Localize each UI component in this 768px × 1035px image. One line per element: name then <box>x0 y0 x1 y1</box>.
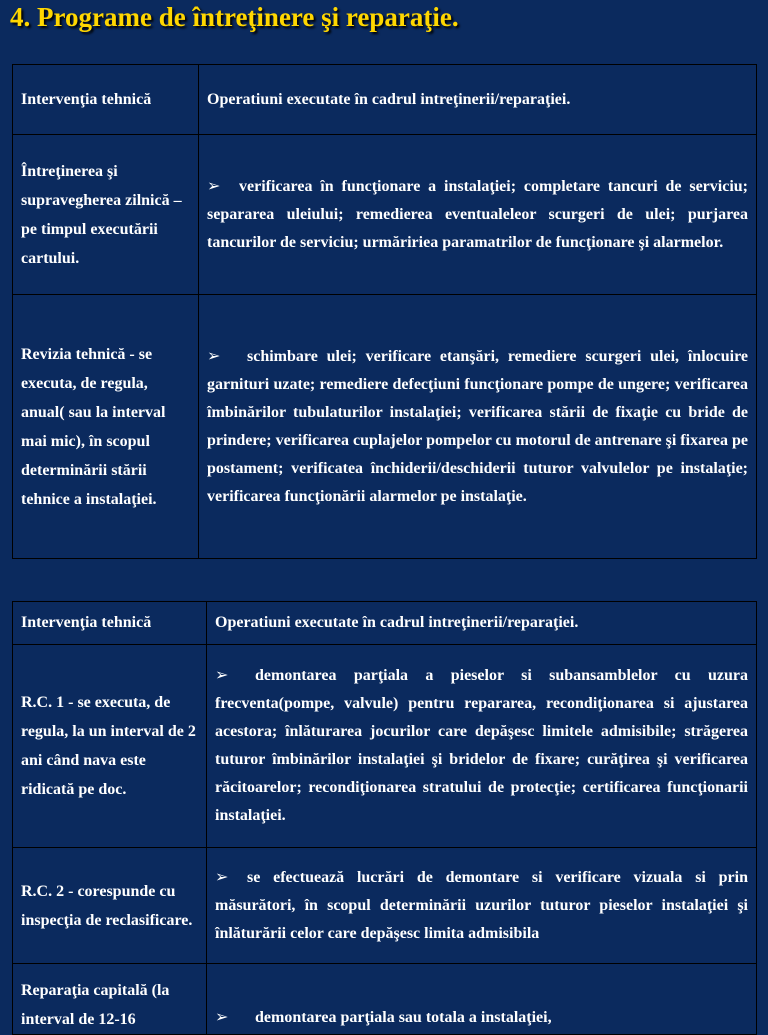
table-header-row <box>13 65 757 135</box>
header-left: Intervenţia tehnică <box>13 602 207 645</box>
row-right-cell <box>207 848 757 964</box>
row-right-text: schimbare ulei; verificare etanşări, remediere scurgeri ulei, înlocuire garnituri uzate; remediere defecţiuni funcţionare pompe de ungere; verificarea îmbinărilor tubulaturilor instalaţiei; verificarea stării de fixaţie cu bride de prindere; verificarea cuplajelor pompelor cu motorul de antrenare şi fixarea pe postament; verificatea închiderii/deschiderii tuturor valvulelor pe instalaţie; verificarea funcţionării alarmelor pe instalaţie. <box>207 347 748 505</box>
row-right-text: demontarea parţiala a pieselor si subansamblelor cu uzura frecventa(pompe, valvule) pentru repararea, recondiţionarea si ajustarea acestora; înlăturarea jocurilor care depăşesc limitele admisibile; străgerea tuturor îmbinărilor instalaţiei şi bridelor de fixare; curăţirea şi verificarea răcitoarelor; recondiţionarea stratului de protecţie; certificarea funcţionarii instalaţiei. <box>215 667 748 824</box>
row-right-text: verificarea în funcţionare a instalaţiei; completare tancuri de serviciu; separarea uleiului; remedierea eventualeleor scurgeri de ulei; purjarea tancurilor de serviciu; urmăririea paramatrilor de funcţionare şi alarmelor. <box>207 177 748 251</box>
table-row <box>13 135 757 295</box>
row-right-text: se efectuează lucrări de demontare si verificare vizuala si prin măsurători, în scopul determinării uzurilor tuturor pieselor instalaţiei şi înlăturării celor care depăşesc limita admisibila <box>215 868 748 942</box>
row-right-cell <box>199 135 757 295</box>
header-left: Intervenţia tehnică <box>13 65 199 135</box>
row-left-cell: R.C. 1 - se executa, de regula, la un interval de 2 ani când nava este ridicată pe doc. <box>13 645 207 848</box>
header-right: Operatiuni executate în cadrul intreţinerii/reparaţiei. <box>207 602 757 645</box>
arrow-bullet-icon: ➢ <box>215 667 229 684</box>
maintenance-table-1 <box>12 64 757 559</box>
maintenance-table-2 <box>12 601 757 1035</box>
table-row <box>13 295 757 559</box>
table-row <box>13 848 757 964</box>
arrow-bullet-icon: ➢ <box>207 347 221 365</box>
row-left-cell: Reparaţia capitală (la interval de 12-16 <box>13 964 207 1035</box>
row-right-text: demontarea parţiala sau totala a instalaţiei, <box>255 1009 552 1026</box>
row-left-cell: Întreţinerea şi supravegherea zilnică – pe timpul executării cartului. <box>13 135 199 295</box>
arrow-bullet-icon: ➢ <box>215 868 229 886</box>
row-right-cell <box>207 645 757 848</box>
arrow-bullet-icon: ➢ <box>215 1009 229 1026</box>
table-header-row <box>13 602 757 645</box>
page-title: 4. Programe de întreţinere şi reparaţie. <box>10 2 459 32</box>
arrow-bullet-icon: ➢ <box>207 177 221 195</box>
header-right: Operatiuni executate în cadrul intreţinerii/reparaţiei. <box>199 65 757 135</box>
row-left-cell: Revizia tehnică - se executa, de regula, anual( sau la interval mai mic), în scopul determinării stării tehnice a instalaţiei. <box>13 295 199 559</box>
row-left-cell: R.C. 2 - corespunde cu inspecţia de reclasificare. <box>13 848 207 964</box>
table-row <box>13 645 757 848</box>
row-right-cell <box>199 295 757 559</box>
